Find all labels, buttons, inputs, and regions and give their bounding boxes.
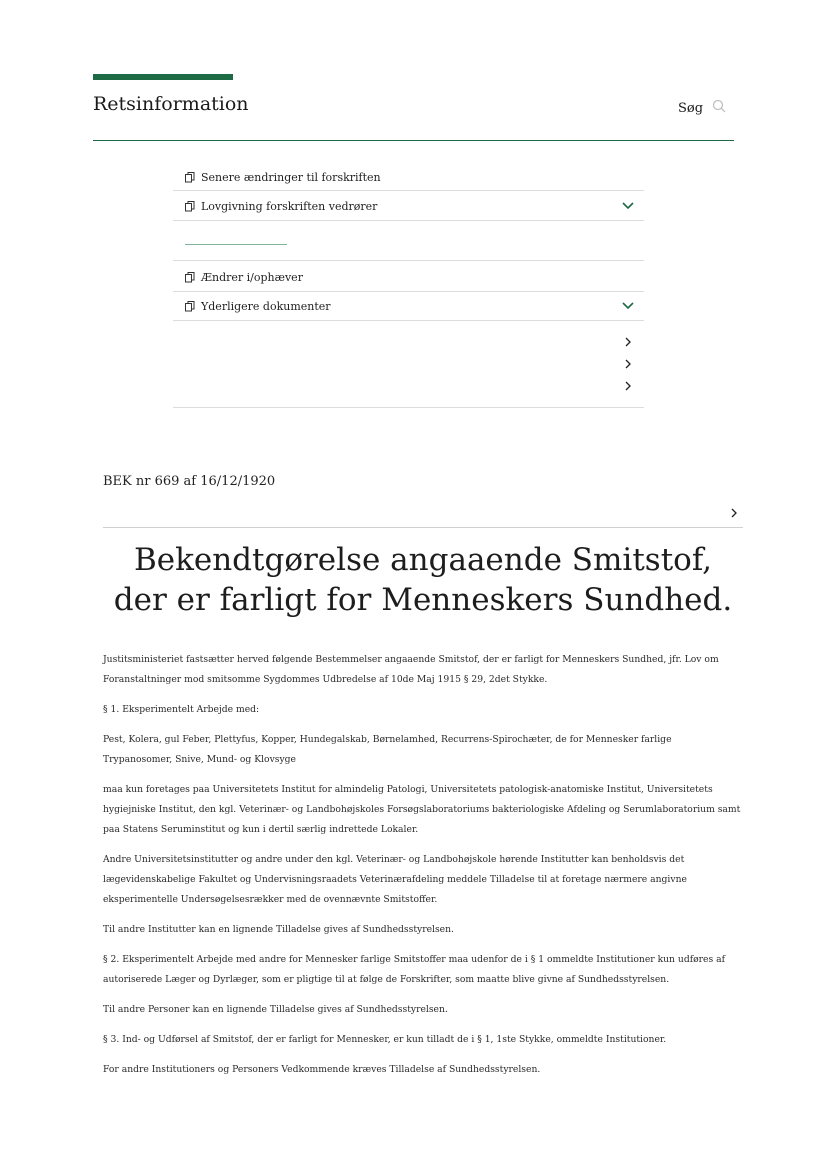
copy-icon [185,172,195,183]
paragraph: Til andre Personer kan en lignende Tilladelse gives af Sundhedsstyrelsen. [103,1004,448,1015]
panel-divider [173,220,644,221]
search-icon [712,99,726,117]
panel-divider [173,190,644,191]
brand-accent-bar [93,74,233,80]
paragraph: For andre Institutioners og Personers Vedkommende kræves Tilladelse af Sundhedsstyrelsen. [103,1064,541,1075]
site-logo[interactable]: Retsinformation [93,93,249,115]
paragraph: Justitsministeriet fastsætter herved følgende Bestemmelser angaaende Smitstof, der er farligt for Menneskers Sundhed, jfr. Lov om Foranstaltninger mod smitsomme Sygdommes Udbredelse af 10de Maj 1915 § 29, 2det Stykke. [103,654,719,685]
header-divider [93,140,734,141]
panel-item-label: Lovgivning forskriften vedrører [201,199,378,213]
chevron-right-icon[interactable] [730,508,738,518]
loading-indicator [185,244,287,245]
document-id: BEK nr 669 af 16/12/1920 [103,474,276,489]
panel-item-lovgivning[interactable] [173,196,644,216]
document-divider [103,527,743,528]
chevron-right-icon[interactable] [624,381,632,391]
paragraph: Til andre Institutter kan en lignende Tilladelse gives af Sundhedsstyrelsen. [103,924,454,935]
paragraph: § 3. Ind- og Udførsel af Smitstof, der er farligt for Mennesker, er kun tilladt de i § 1, 1ste Stykke, ommeldte Institutioner. [103,1034,667,1045]
panel-divider [173,407,644,408]
search-button[interactable] [678,99,726,117]
panel-item-yderligere[interactable] [173,296,644,316]
panel-item-aendrer[interactable] [173,267,644,287]
copy-icon [185,272,195,283]
panel-item-label: Ændrer i/ophæver [201,270,303,284]
chevron-down-icon[interactable] [622,202,634,210]
panel-divider [173,320,644,321]
paragraph: Andre Universitetsinstitutter og andre under den kgl. Veterinær- og Landbohøjskole hørende Institutter kan benholdsvis det lægevidenskabelige Fakultet og Undervisningsraadets Veterinærafdeling meddele Tilladelse til at foretage nærmere angivne eksperimentelle Undersøgelsesrækker med de ovennævnte Smitstoffer. [103,854,687,905]
chevron-right-icon[interactable] [624,337,632,347]
panel-item-senere-aendringer[interactable] [173,167,644,187]
paragraph: § 2. Eksperimentelt Arbejde med andre for Mennesker farlige Smitstoffer maa udenfor de i § 1 ommeldte Institutioner kun udføres af autoriserede Læger og Dyrlæger, som er pligtige til at følge de Forskrifter, som maatte blive givne af Sundhedsstyrelsen. [103,954,725,985]
panel-divider [173,260,644,261]
chevron-down-icon[interactable] [622,302,634,310]
copy-icon [185,201,195,212]
panel-divider [173,291,644,292]
panel-item-label: Yderligere dokumenter [201,299,331,313]
panel-item-label: Senere ændringer til forskriften [201,170,381,184]
document-body [103,650,743,1090]
search-label: Søg [678,100,704,116]
paragraph: § 1. Eksperimentelt Arbejde med: [103,704,260,715]
copy-icon [185,301,195,312]
document-title: Bekendtgørelse angaaende Smitstof, der er farligt for Menneskers Sundhed. [113,542,733,618]
paragraph: Pest, Kolera, gul Feber, Plettyfus, Kopper, Hundegalskab, Børnelamhed, Recurrens-Spirochæter, de for Mennesker farlige Trypanosomer, Snive, Mund- og Klovsyge [103,734,672,765]
chevron-right-icon[interactable] [624,359,632,369]
paragraph: maa kun foretages paa Universitetets Institut for almindelig Patologi, Universitetets patologisk-anatomiske Institut, Universitetets hygiejniske Institut, den kgl. Veterinær- og Landbohøjskoles Forsøgslaboratoriums bakteriologiske Afdeling og Serumlaboratorium samt paa Statens Seruminstitut og kun i dertil særlig indrettede Lokaler. [103,784,741,835]
